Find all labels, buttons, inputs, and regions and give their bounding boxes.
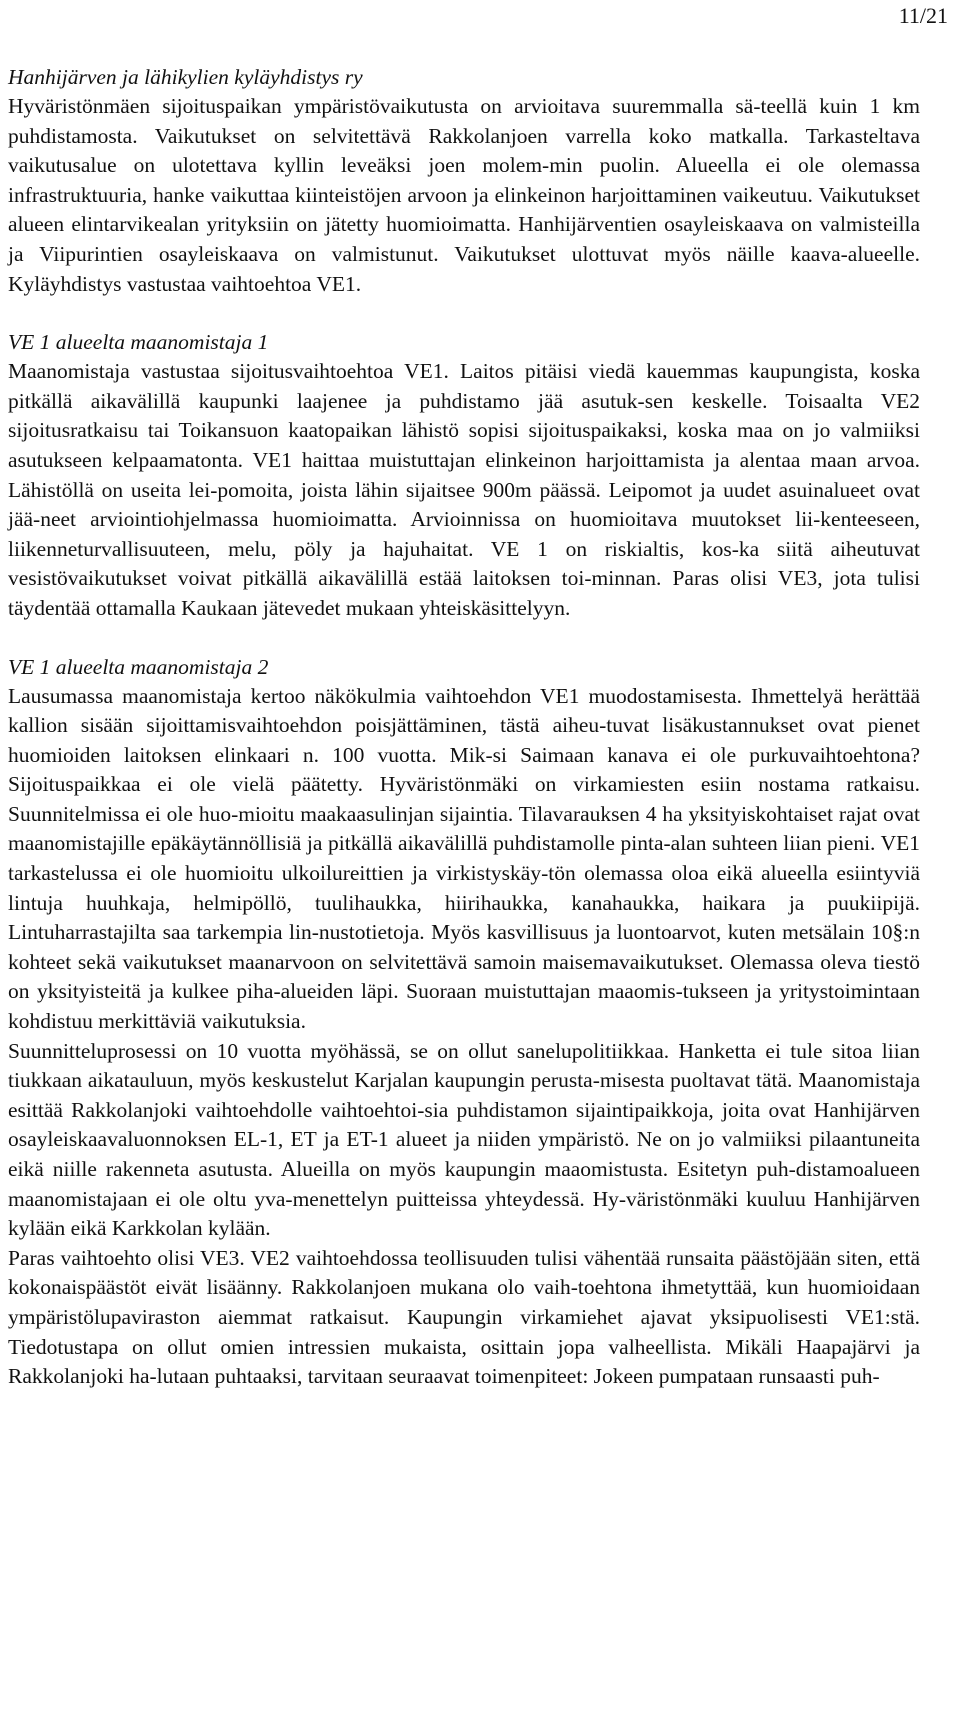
paragraph-maanomistaja-2-part-3: Paras vaihtoehto olisi VE3. VE2 vaihtoehdossa teollisuuden tulisi vähentää runsaita päästöjään siten, että kokonaispäästöt eivät lisäänny. Rakkolanjoen mukana olo vaih-toehtona ihmetyttää, kun huomioidaan ympäristölupaviraston aiemmat ratkaisut. Kaupungin virkamiehet ajavat yksipuolisesti VE1:stä. Tiedotustapa on ollut omien intressien mukaista, osittain jopa valheellista. Mikäli Haapajärvi ja Rakkolanjoki ha-lutaan puhtaaksi, tarvitaan seuraavat toimenpiteet: Jokeen pumpataan runsaasti puh- — [8, 1245, 920, 1389]
paragraph-maanomistaja-1: Maanomistaja vastustaa sijoitusvaihtoehtoa VE1. Laitos pitäisi viedä kauemmas kaupungista, koska pitkällä aikavälillä kaupunki laajenee ja puhdistamo jää asutuk-sen keskelle. Toisaalta VE2 sijoitusratkaisu tai Toikansuon kaatopaikan lähistö sopisi sijoituspaikaksi, koska maa on jo valmiiksi asutukseen kelpaamatonta. VE1 haittaa muistuttajan elinkeinon harjoittamista ja alentaa maan arvoa. Lähistöllä on useita lei-pomoita, joista lähin sijaitsee 900m päässä. Leipomot ja uudet asuinalueet ovat jää-neet arviointiohjelmassa huomioimatta. Arvioinnissa on huomioitava muutokset lii-kenteeseen, liikenneturvallisuuteen, melu, pöly ja hajuhaitat. VE 1 on riskialtis, kos-ka siitä aiheutuvat vesistövaikutukset voivat pitkällä aikavälillä estää laitoksen toi-minnan. Paras olisi VE3, jota tulisi täydentää ottamalla Kaukaan jätevedet mukaan yhteiskäsittelyyn. — [8, 359, 920, 620]
section-spacer — [8, 624, 920, 653]
section-heading-maanomistaja-1: VE 1 alueelta maanomistaja 1 — [8, 330, 269, 355]
section-spacer — [8, 299, 920, 328]
section-heading-kylayhdistys: Hanhijärven ja lähikylien kyläyhdistys ry — [8, 65, 363, 89]
paragraph-maanomistaja-2-part-1: Lausumassa maanomistaja kertoo näkökulmia vaihtoehdon VE1 muodostamisesta. Ihmettelyä herättää kallion sisään sijoittamisvaihtoehdon poisjättäminen, tästä aiheu-tuvat lisäkustannukset ovat pienet huomioiden laitoksen elinkaari n. 100 vuotta. Mik-si Saimaan kanava ei ole purkuvaihtoehtona? Sijoituspaikkaa ei ole vielä päätetty. Hyväristönmäki on virkamiesten esiin nostama ratkaisu. Suunnitelmissa ei ole huo-mioitu maakaasulinjan sijaintia. Tilavarauksen 4 ha yksityiskohtaiset rajat ovat maanomistajille epäkäytännöllisiä ja pitkällä aikavälillä puhdistamolle pinta-alan suhteen liian pieni. VE1 tarkastelussa ei ole huomioitu ulkoilureittien ja virkistyskäy-tön olemassa oloa eikä alueella esiintyviä lintuja huuhkaja, helmipöllö, tuulihaukka, hiirihaukka, kanahaukka, haikara ja puukiipijä. Lintuharrastajilta saa tarkempia lin-nustotietoja. Myös kasvillisuus ja luontoarvot, kuten metsälain 10§:n kohteet sekä vaikutukset maanarvoon on selvitettävä samoin maisemavaikutukset. Olemassa oleva tiestö on yksityisteitä ja kulkee piha-alueiden läpi. Suoraan muistuttajan maaomis-tukseen ja yritystoimintaan kohdistuu merkittäviä vaikutuksia. — [8, 683, 920, 1034]
document-body — [8, 63, 920, 1392]
page-number: 11/21 — [898, 3, 948, 28]
paragraph-kylayhdistys: Hyväristönmäen sijoituspaikan ympäristövaikutusta on arvioitava suuremmalla sä-teellä kuin 1 km puhdistamosta. Vaikutukset on selvitettävä Rakkolanjoen varrella koko matkalla. Tarkasteltava vaikutusalue on ulotettava kyllin leveäksi joen molem-min puolin. Alueella ei ole olemassa infrastruktuuria, hanke vaikuttaa kiinteistöjen arvoon ja elinkeinon harjoittaminen vaikeutuu. Vaikutukset alueen elintarvikealan yrityksiin on jätetty huomioimatta. Hanhijärventien osayleiskaava on valmisteilla ja Viipurintien osayleiskaava on valmistunut. Vaikutukset ulottuvat myös näille kaava-alueelle. Kyläyhdistys vastustaa vaihtoehtoa VE1. — [8, 94, 920, 296]
section-heading-maanomistaja-2: VE 1 alueelta maanomistaja 2 — [8, 654, 269, 679]
paragraph-maanomistaja-2-part-2: Suunnitteluprosessi on 10 vuotta myöhässä, se on ollut sanelupolitiikkaa. Hanketta ei tule sitoa liian tiukkaan aikatauluun, myös keskustelut Karjalan kaupungin perusta-misesta puoltavat tätä. Maanomistaja esittää Rakkolanjoki vaihtoehdolle vaihtoehtoi-sia puhdistamon sijaintipaikkoja, joita ovat Hanhijärven osayleiskaavaluonnoksen EL-1, ET ja ET-1 alueet ja niiden ympäristö. Ne on jo valmiiksi pilaantuneita eikä niille rakenneta asutusta. Alueilla on myös kaupungin maaomistusta. Esitetyn puh-distamoalueen maanomistajaan ei ole oltu yva-menettelyn puitteissa yhteydessä. Hy-väristönmäki kuuluu Hanhijärven kylään eikä Karkkolan kylään. — [8, 1038, 920, 1241]
